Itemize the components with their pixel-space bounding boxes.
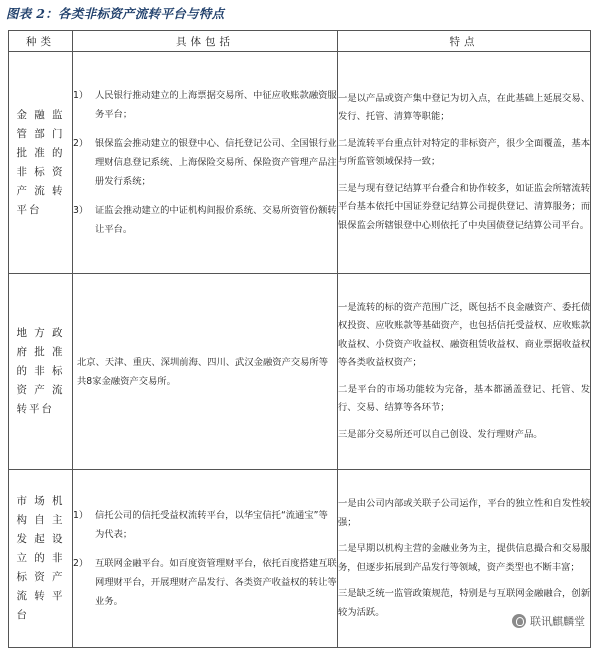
table-row — [9, 52, 591, 274]
feature-paragraph: 三是部分交易所还可以自己创设、发行理财产品。 — [338, 428, 543, 440]
item-text: 信托公司的信托受益权流转平台，以华宝信托“流通宝”等为代表； — [95, 510, 328, 540]
item-text: 人民银行推动建立的上海票据交易所、中征应收账款融资服务平台； — [95, 90, 337, 120]
scope-text: 北京、天津、重庆、深圳前海、四川、武汉金融资产交易所等共8家金融资产交易所。 — [77, 356, 329, 387]
category-cell — [9, 274, 73, 470]
watermark-text: 联讯麒麟堂 — [530, 615, 585, 628]
header-features: 特点 — [338, 31, 591, 52]
feature-paragraph: 一是流转的标的资产范围广泛，既包括不良金融资产、委托债权投资、应收账款等基础资产，也包括信托受益权、应收账款收益权、小贷资产收益权、融资租赁收益权、商业票据收益权等各类收益权资产； — [338, 301, 590, 369]
features-cell — [338, 52, 591, 274]
list-item — [73, 134, 337, 191]
list-item — [73, 554, 337, 611]
feature-paragraph: 二是平台的市场功能较为完备，基本都涵盖登记、托管、发行、交易、结算等各环节； — [338, 383, 590, 414]
header-category: 种类 — [9, 31, 73, 52]
feature-paragraph: 二是流转平台重点针对特定的非标资产，很少全面覆盖，基本与所监管领域保持一致； — [338, 137, 590, 168]
item-text: 银保监会推动建立的银登中心、信托登记公司、全国银行业理财信息登记系统、上海保险交易所、保险资产管理产品注册发行系统； — [95, 138, 337, 187]
item-text: 证监会推动建立的中证机构间报价系统、交易所资管份额转让平台。 — [95, 205, 337, 235]
scope-cell — [73, 52, 338, 274]
category-label: 地方政府批准的非标资产流转平台 — [16, 327, 65, 415]
item-text: 互联网金融平台。如百度资管理财平台，依托百度搭建互联网理财平台，开展理财产品发行、各类资产收益权的转让等业务。 — [95, 558, 337, 607]
table-row — [9, 274, 591, 470]
item-number: 2） — [73, 558, 89, 569]
category-cell — [9, 470, 73, 648]
header-scope: 具体包括 — [73, 31, 338, 52]
category-cell — [9, 52, 73, 274]
feature-paragraph: 一是以产品或资产集中登记为切入点，在此基础上延展交易、发行、托管、清算等职能； — [338, 92, 590, 123]
scope-cell — [73, 470, 338, 648]
watermark — [510, 612, 587, 630]
category-label: 金融监管部门批准的非标资产流转平台 — [16, 108, 65, 216]
feature-paragraph: 二是早期以机构主营的金融业务为主，提供信息撮合和交易服务，但逐步拓展到产品发行等领域，资产类型也不断丰富； — [338, 543, 590, 573]
figure-caption: 图表 2：各类非标资产流转平台与特点 — [6, 6, 225, 21]
platform-table — [8, 30, 591, 648]
category-label: 市场机构自主发起设立的非标资产流转平台 — [16, 495, 65, 621]
wechat-bubble-icon — [512, 614, 526, 628]
item-number: 1） — [73, 510, 89, 521]
item-number: 2） — [73, 138, 89, 149]
item-number: 1） — [73, 90, 89, 101]
features-cell — [338, 274, 591, 470]
feature-paragraph: 一是由公司内部或关联子公司运作，平台的独立性和自发性较强； — [338, 498, 590, 528]
item-number: 3） — [73, 205, 89, 216]
scope-cell — [73, 274, 338, 470]
list-item — [73, 506, 337, 544]
feature-paragraph: 三是与现有登记结算平台叠合和协作较多，如证监会所辖流转平台基本依托中国证券登记结算公司提供登记、清算服务；而银保监会所辖银登中心则依托了中央国债登记结算公司平台。 — [338, 182, 590, 231]
list-item — [73, 201, 337, 239]
list-item — [73, 86, 337, 124]
feature-paragraph: 三是缺乏统一监管政策规范，特别是与互联网金融融合，创新较为活跃。 — [338, 588, 590, 618]
table-row — [9, 470, 591, 648]
header-row — [9, 31, 591, 52]
